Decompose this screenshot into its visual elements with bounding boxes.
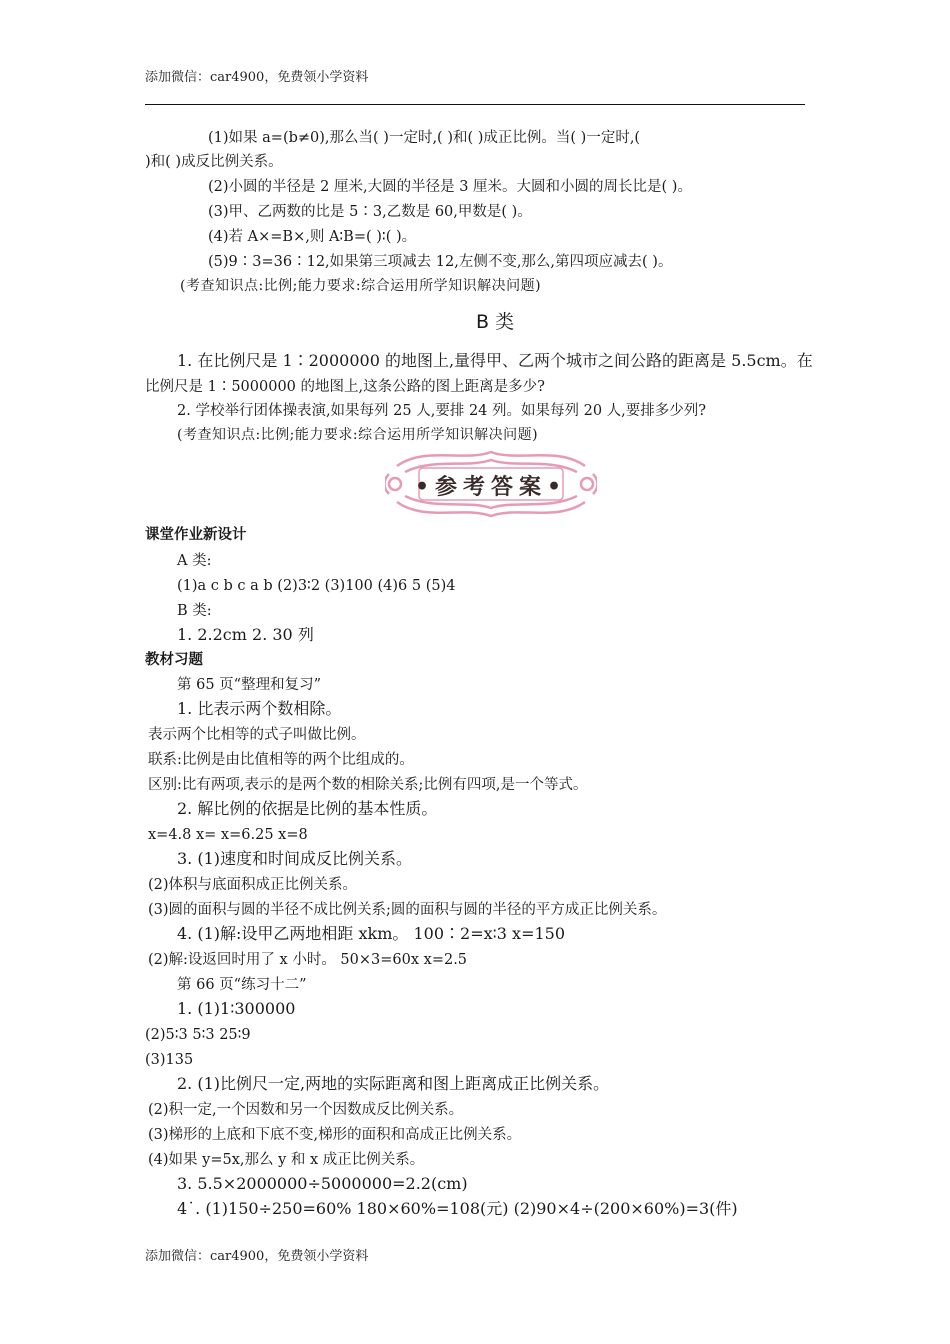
answers-line-20: 4˙. (1)150÷250=60% 180×60%=108(元) (2)90×4÷(200×60%)=3(件) <box>177 1199 738 1218</box>
part-a-q4: (4)若 A×=B×,则 A∶B=( )∶( )。 <box>208 229 417 245</box>
answers-line-14: (3)135 <box>145 1052 194 1068</box>
answers-line-15: 2. (1)比例尺一定,两地的实际距离和图上距离成正比例关系。 <box>177 1074 610 1093</box>
page-header: 添加微信：car4900，免费领小学资料 <box>145 70 369 85</box>
answers-line-3: 联系:比例是由比值相等的两个比组成的。 <box>148 752 414 768</box>
answers-line-17: (3)梯形的上底和下底不变,梯形的面积和高成正比例关系。 <box>148 1127 522 1143</box>
answers-line-11: (2)解:设返回时用了 x 小时。 50×3=60x x=2.5 <box>148 952 468 968</box>
part-a-note: (考查知识点:比例;能力要求:综合运用所学知识解决问题) <box>180 278 542 294</box>
answers-p66-title: 第 66 页“练习十二” <box>177 977 307 993</box>
answers-b-line: 1. 2.2cm 2. 30 列 <box>177 625 314 644</box>
answers-heading-class: 课堂作业新设计 <box>145 527 247 543</box>
answers-line-7: 3. (1)速度和时间成反比例关系。 <box>177 849 413 868</box>
answers-line-19: 3. 5.5×2000000÷5000000=2.2(cm) <box>177 1174 468 1193</box>
answers-line-9: (3)圆的面积与圆的半径不成比例关系;圆的面积与圆的半径的平方成正比例关系。 <box>148 902 667 918</box>
part-b-q1-line1: 1. 在比例尺是 1∶2000000 的地图上,量得甲、乙两个城市之间公路的距离是 5.5cm。在 <box>177 351 813 370</box>
answers-heading-textbook: 教材习题 <box>145 652 203 668</box>
part-a-q2: (2)小圆的半径是 2 厘米,大圆的半径是 3 厘米。大圆和小圆的周长比是( )。 <box>208 179 692 195</box>
answers-b-label: B 类: <box>177 603 212 619</box>
part-b-q2: 2. 学校举行团体操表演,如果每列 25 人,要排 24 列。如果每列 20 人,要排多少列? <box>177 403 707 419</box>
part-b-q1-line2: 比例尺是 1∶5000000 的地图上,这条公路的图上距离是多少? <box>145 379 545 395</box>
part-a-q3: (3)甲、乙两数的比是 5∶3,乙数是 60,甲数是( )。 <box>208 204 532 220</box>
part-b-title: B 类 <box>476 311 515 333</box>
answer-banner <box>385 444 597 524</box>
answers-line-13: (2)5∶3 5∶3 25∶9 <box>145 1027 251 1043</box>
answers-line-18: (4)如果 y=5x,那么 y 和 x 成正比例关系。 <box>148 1152 425 1168</box>
part-a-q1-line2: )和( )成反比例关系。 <box>145 154 283 170</box>
answers-line-2: 表示两个比相等的式子叫做比例。 <box>148 727 366 743</box>
answers-line-6: x=4.8 x= x=6.25 x=8 <box>148 827 308 843</box>
answers-line-1: 1. 比表示两个数相除。 <box>177 699 342 718</box>
answers-a-line: (1)a c b c a b (2)3∶2 (3)100 (4)6 5 (5)4 <box>177 578 456 594</box>
answers-line-8: (2)体积与底面积成正比例关系。 <box>148 877 358 893</box>
answers-p65-title: 第 65 页“整理和复习” <box>177 677 321 693</box>
answers-line-16: (2)积一定,一个因数和另一个因数成反比例关系。 <box>148 1102 464 1118</box>
answers-line-10: 4. (1)解:设甲乙两地相距 xkm。 100∶2=x∶3 x=150 <box>177 924 566 943</box>
header-divider <box>145 104 805 105</box>
answers-line-5: 2. 解比例的依据是比例的基本性质。 <box>177 799 438 818</box>
part-a-q1-line1: (1)如果 a=(b≠0),那么当( )一定时,( )和( )成正比例。当( )一定时,( <box>208 130 641 146</box>
answers-a-label: A 类: <box>177 553 212 569</box>
page-footer: 添加微信：car4900，免费领小学资料 <box>145 1249 369 1264</box>
banner-text: •参考答案• <box>414 474 568 500</box>
part-a-q5: (5)9∶3=36∶12,如果第三项减去 12,左侧不变,那么,第四项应减去( )。 <box>208 254 673 270</box>
part-b-note: (考查知识点:比例;能力要求:综合运用所学知识解决问题) <box>177 427 539 443</box>
answers-line-12: 1. (1)1∶300000 <box>177 999 296 1018</box>
answers-line-4: 区别:比有两项,表示的是两个数的相除关系;比例有四项,是一个等式。 <box>148 777 588 793</box>
